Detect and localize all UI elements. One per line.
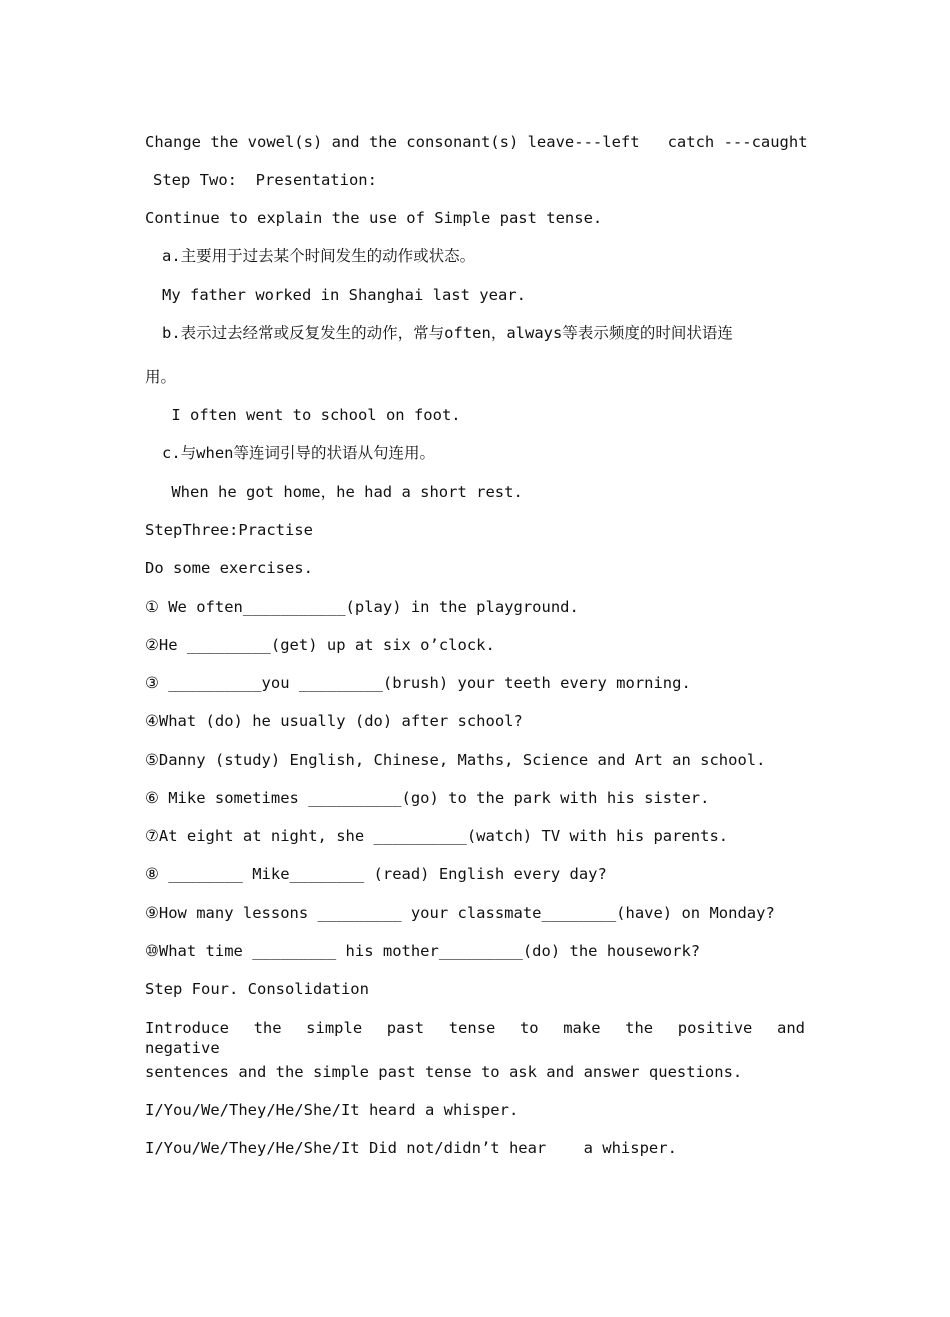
rule-b-continued: 用。 xyxy=(145,368,177,386)
text-line-sentences: sentences and the simple past tense to ask and answer questions. xyxy=(145,1063,743,1081)
exercise-item: ③ __________you _________(brush) your teeth every morning. xyxy=(145,674,691,692)
example-a: My father worked in Shanghai last year. xyxy=(162,286,526,304)
example-c: When he got home，he had a short rest. xyxy=(162,483,523,501)
exercise-item: ⑥ Mike sometimes __________(go) to the park with his sister. xyxy=(145,789,710,807)
example-positive: I/You/We/They/He/She/It heard a whisper. xyxy=(145,1101,519,1119)
heading-step-three: StepThree:Practise xyxy=(145,521,313,539)
text-line-vowel-change: Change the vowel(s) and the consonant(s) leave---left catch ---caught xyxy=(145,133,808,151)
exercise-item: ⑨How many lessons _________ your classmate________(have) on Monday? xyxy=(145,904,775,922)
exercise-item: ⑦At eight at night, she __________(watch) TV with his parents. xyxy=(145,827,729,845)
example-negative: I/You/We/They/He/She/It Did not/didn’t hear a whisper. xyxy=(145,1139,677,1157)
rule-b: b.表示过去经常或反复发生的动作，常与often，always等表示频度的时间状语连 xyxy=(162,324,733,342)
heading-step-four: Step Four. Consolidation xyxy=(145,980,369,998)
heading-step-two: Step Two: Presentation: xyxy=(153,171,377,189)
text-line-introduce: Introduce the simple past tense to make the positive and negative xyxy=(145,1019,805,1057)
exercise-item: ④What (do) he usually (do) after school? xyxy=(145,712,523,730)
example-b: I often went to school on foot. xyxy=(162,406,461,424)
rule-c: c.与when等连词引导的状语从句连用。 xyxy=(162,444,435,462)
rule-a: a.主要用于过去某个时间发生的动作或状态。 xyxy=(162,247,476,265)
exercise-item: ⑧ ________ Mike________ (read) English every day? xyxy=(145,865,607,883)
exercise-item: ⑤Danny (study) English, Chinese, Maths, Science and Art an school. xyxy=(145,751,766,769)
exercise-item: ⑩What time _________ his mother_________(do) the housework? xyxy=(145,942,701,960)
exercise-item: ②He _________(get) up at six o’clock. xyxy=(145,636,495,654)
text-line-exercises: Do some exercises. xyxy=(145,559,313,577)
text-line-continue: Continue to explain the use of Simple past tense. xyxy=(145,209,603,227)
exercise-item: ① We often___________(play) in the playground. xyxy=(145,598,579,616)
